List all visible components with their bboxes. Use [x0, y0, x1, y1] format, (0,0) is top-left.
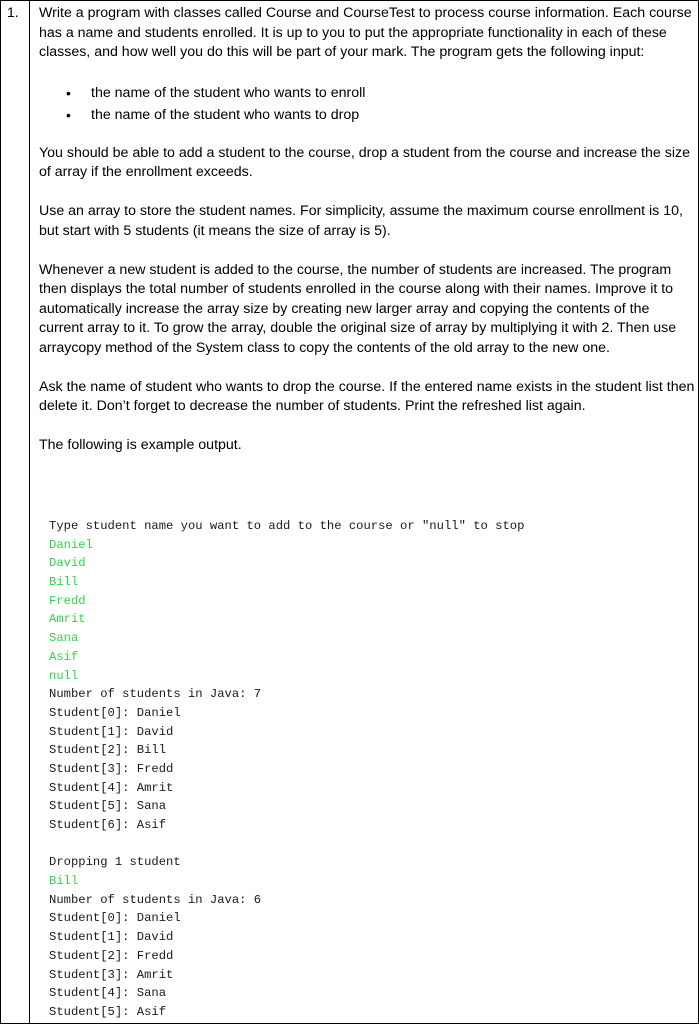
console-student-line: Student[1]: David [49, 930, 174, 945]
drop-paragraph: Ask the name of student who wants to drop the course. If the entered name exists in the student list then delete it. Don’t forget to decrease the number of students. Print the refreshed list again. [39, 378, 695, 414]
grow-paragraph: Whenever a new student is added to the course, the number of students are increased. The program then displays the total number of students enrolled in the course along with their names. Improve it to automatically increase the array size by creating new larger array and copying the contents of the current array to it. To grow the array, double the original size of array by multiplying it with 2. Then use arraycopy method of the System class to copy the contents of the old array to the new one. [39, 261, 677, 356]
number-column [1, 1, 30, 1023]
console-student-line: Student[1]: David [49, 724, 174, 739]
example-console-output [49, 517, 669, 1022]
console-input: Fredd [49, 593, 86, 608]
example-paragraph: The following is example output. [39, 437, 242, 453]
question-text [39, 4, 695, 456]
console-student-line: Student[2]: Bill [49, 743, 167, 758]
console-student-line: Student[4]: Sana [49, 986, 167, 1001]
console-input: Amrit [49, 612, 86, 627]
console-student-line: Student[3]: Amrit [49, 967, 174, 982]
console-count: Number of students in Java: 6 [49, 892, 262, 907]
console-student-line: Student[0]: Daniel [49, 911, 181, 926]
bullet-icon: • [66, 84, 71, 101]
console-drop-message: Dropping 1 student [49, 855, 181, 870]
console-input: Daniel [49, 537, 93, 552]
input-list [39, 82, 695, 126]
console-prompt: Type student name you want to add to the course or "null" to stop [49, 519, 525, 533]
question-number: 1. [7, 4, 19, 20]
console-student-line: Student[3]: Fredd [49, 761, 174, 776]
console-blank-line [49, 835, 669, 854]
console-student-line: Student[0]: Daniel [49, 705, 181, 720]
intro-paragraph: Write a program with classes called Course and CourseTest to process course information. Each course has a name and students enrolled. It is up to you to put the appropriate functionality in each of these classes, and how well you do this will be part of your mark. The program gets the following input: [39, 5, 692, 60]
console-student-line: Student[5]: Sana [49, 799, 167, 814]
console-input: Sana [49, 631, 79, 646]
console-input: Asif [49, 649, 79, 664]
console-input: Bill [49, 575, 79, 590]
bullet-icon: • [66, 106, 71, 123]
add-drop-paragraph: You should be able to add a student to the course, drop a student from the course and increase the size of array if the enrollment exceeds. [39, 144, 690, 180]
console-input: null [49, 668, 79, 683]
console-input: David [49, 556, 86, 571]
array-paragraph: Use an array to store the student names. For simplicity, assume the maximum course enrollment is 10, but start with 5 students (it means the size of array is 5). [39, 203, 683, 239]
console-student-line: Student[2]: Fredd [49, 948, 174, 963]
console-student-line: Student[6]: Asif [49, 818, 167, 832]
console-input: Bill [49, 874, 79, 889]
list-item: • the name of the student who wants to drop [39, 104, 695, 126]
list-item: • the name of the student who wants to enroll [39, 82, 695, 104]
console-student-line: Student[5]: Asif [49, 1004, 167, 1019]
console-student-line: Student[4]: Amrit [49, 780, 174, 795]
console-count: Number of students in Java: 7 [49, 687, 262, 702]
